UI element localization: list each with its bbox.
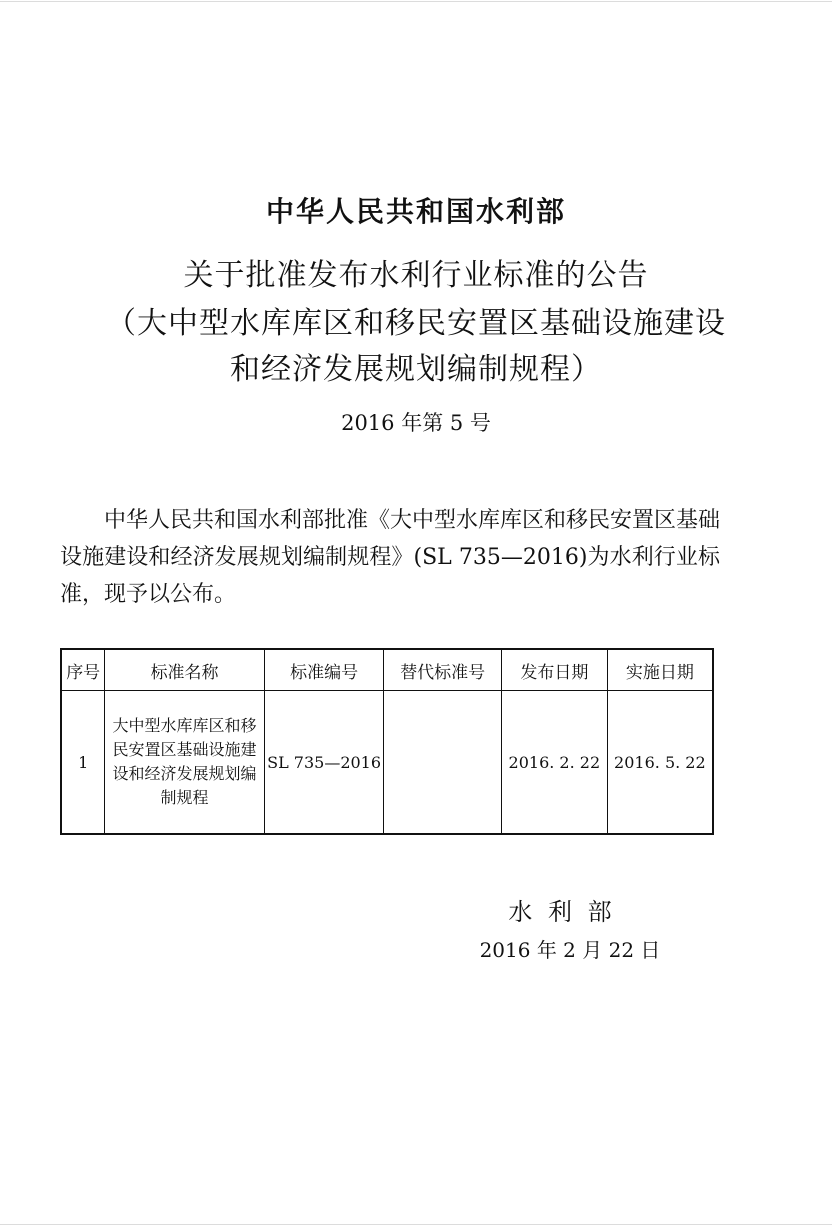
title-line-1: 关于批准发布水利行业标准的公告: [183, 258, 649, 293]
header-index: 序号: [61, 649, 105, 691]
cell-effective-date: 2016. 5. 22: [607, 691, 713, 835]
bottom-edge-line: [0, 1224, 832, 1225]
cell-name: 大中型水库库区和移民安置区基础设施建设和经济发展规划编制规程: [105, 691, 264, 835]
cell-code: SL 735—2016: [264, 691, 384, 835]
title-line-2: （大中型水库库区和移民安置区基础设施建设: [106, 306, 726, 341]
cell-publish-date: 2016. 2. 22: [501, 691, 607, 835]
announcement-number: 2016 年第 5 号: [341, 411, 491, 435]
header-code: 标准编号: [264, 649, 384, 691]
signature-date: 2016 年 2 月 22 日: [479, 938, 661, 962]
body-paragraph: 中华人民共和国水利部批准《大中型水库库区和移民安置区基础设施建设和经济发展规划编制规程》(SL 735—2016)为水利行业标准，现予以公布。: [60, 508, 721, 607]
header-name: 标准名称: [105, 649, 264, 691]
title-line-3: 和经济发展规划编制规程）: [230, 352, 602, 387]
table-row: [61, 691, 713, 835]
header-effective-date: 实施日期: [607, 649, 713, 691]
cell-replaces: [384, 691, 502, 835]
header-replaces: 替代标准号: [384, 649, 502, 691]
standards-table: [60, 648, 714, 835]
issuer-heading: 中华人民共和国水利部: [265, 195, 566, 228]
top-edge-line: [0, 1, 832, 2]
table-header-row: [61, 649, 713, 691]
announcement-body: [60, 502, 720, 613]
cell-index: 1: [61, 691, 105, 835]
signature-organization: 水 利 部: [508, 898, 616, 926]
header-publish-date: 发布日期: [501, 649, 607, 691]
